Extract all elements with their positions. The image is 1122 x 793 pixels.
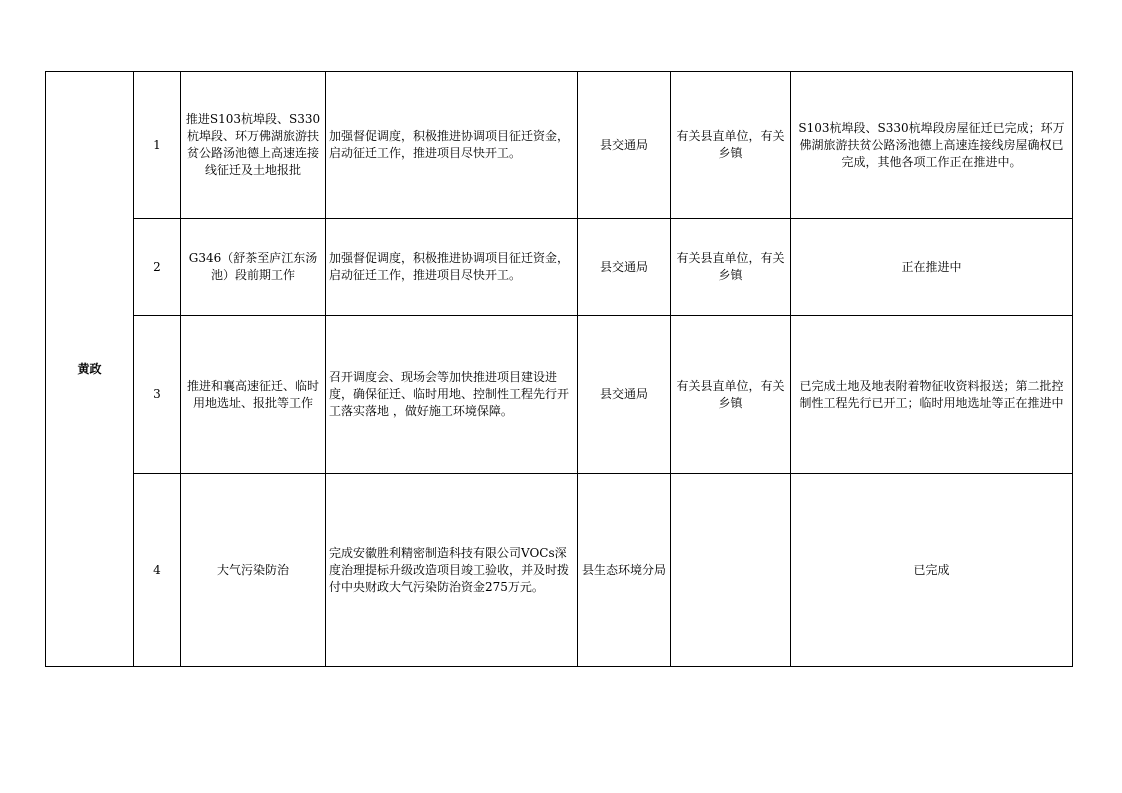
lead-department-cell: 县交通局 [578, 72, 671, 219]
row-number: 1 [134, 72, 181, 219]
table-row [46, 316, 1073, 474]
cooperating-units-cell: 有关县直单位，有关乡镇 [671, 219, 791, 316]
measure-cell: 召开调度会、现场会等加快推进项目建设进度，确保征迁、临时用地、控制性工程先行开工落实落地 ，做好施工环境保障。 [326, 316, 578, 474]
measure-cell: 完成安徽胜利精密制造科技有限公司VOCs深度治理提标升级改造项目竣工验收，并及时拨付中央财政大气污染防治资金275万元。 [326, 474, 578, 667]
task-cell: 大气污染防治 [181, 474, 326, 667]
row-number: 2 [134, 219, 181, 316]
cooperating-units-cell: 有关县直单位，有关乡镇 [671, 72, 791, 219]
work-progress-table [45, 71, 1073, 667]
measure-cell: 加强督促调度，积极推进协调项目征迁资金，启动征迁工作，推进项目尽快开工。 [326, 219, 578, 316]
row-number: 4 [134, 474, 181, 667]
table-row [46, 219, 1073, 316]
row-number: 3 [134, 316, 181, 474]
task-cell: G346（舒茶至庐江东汤池）段前期工作 [181, 219, 326, 316]
lead-department-cell: 县生态环境分局 [578, 474, 671, 667]
progress-cell: 已完成 [791, 474, 1073, 667]
cooperating-units-cell: 有关县直单位，有关乡镇 [671, 316, 791, 474]
progress-cell: 已完成土地及地表附着物征收资料报送；第二批控制性工程先行已开工；临时用地选址等正在推进中 [791, 316, 1073, 474]
responsible-leader: 黄政 [46, 72, 134, 667]
lead-department-cell: 县交通局 [578, 219, 671, 316]
task-cell: 推进S103杭埠段、S330杭埠段、环万佛湖旅游扶贫公路汤池德上高速连接线征迁及土地报批 [181, 72, 326, 219]
cooperating-units-cell [671, 474, 791, 667]
table-row [46, 474, 1073, 667]
progress-cell: 正在推进中 [791, 219, 1073, 316]
task-cell: 推进和襄高速征迁、临时用地选址、报批等工作 [181, 316, 326, 474]
progress-cell: S103杭埠段、S330杭埠段房屋征迁已完成；环万佛湖旅游扶贫公路汤池德上高速连接线房屋确权已完成，其他各项工作正在推进中。 [791, 72, 1073, 219]
lead-department-cell: 县交通局 [578, 316, 671, 474]
measure-cell: 加强督促调度，积极推进协调项目征迁资金，启动征迁工作，推进项目尽快开工。 [326, 72, 578, 219]
table-row [46, 72, 1073, 219]
